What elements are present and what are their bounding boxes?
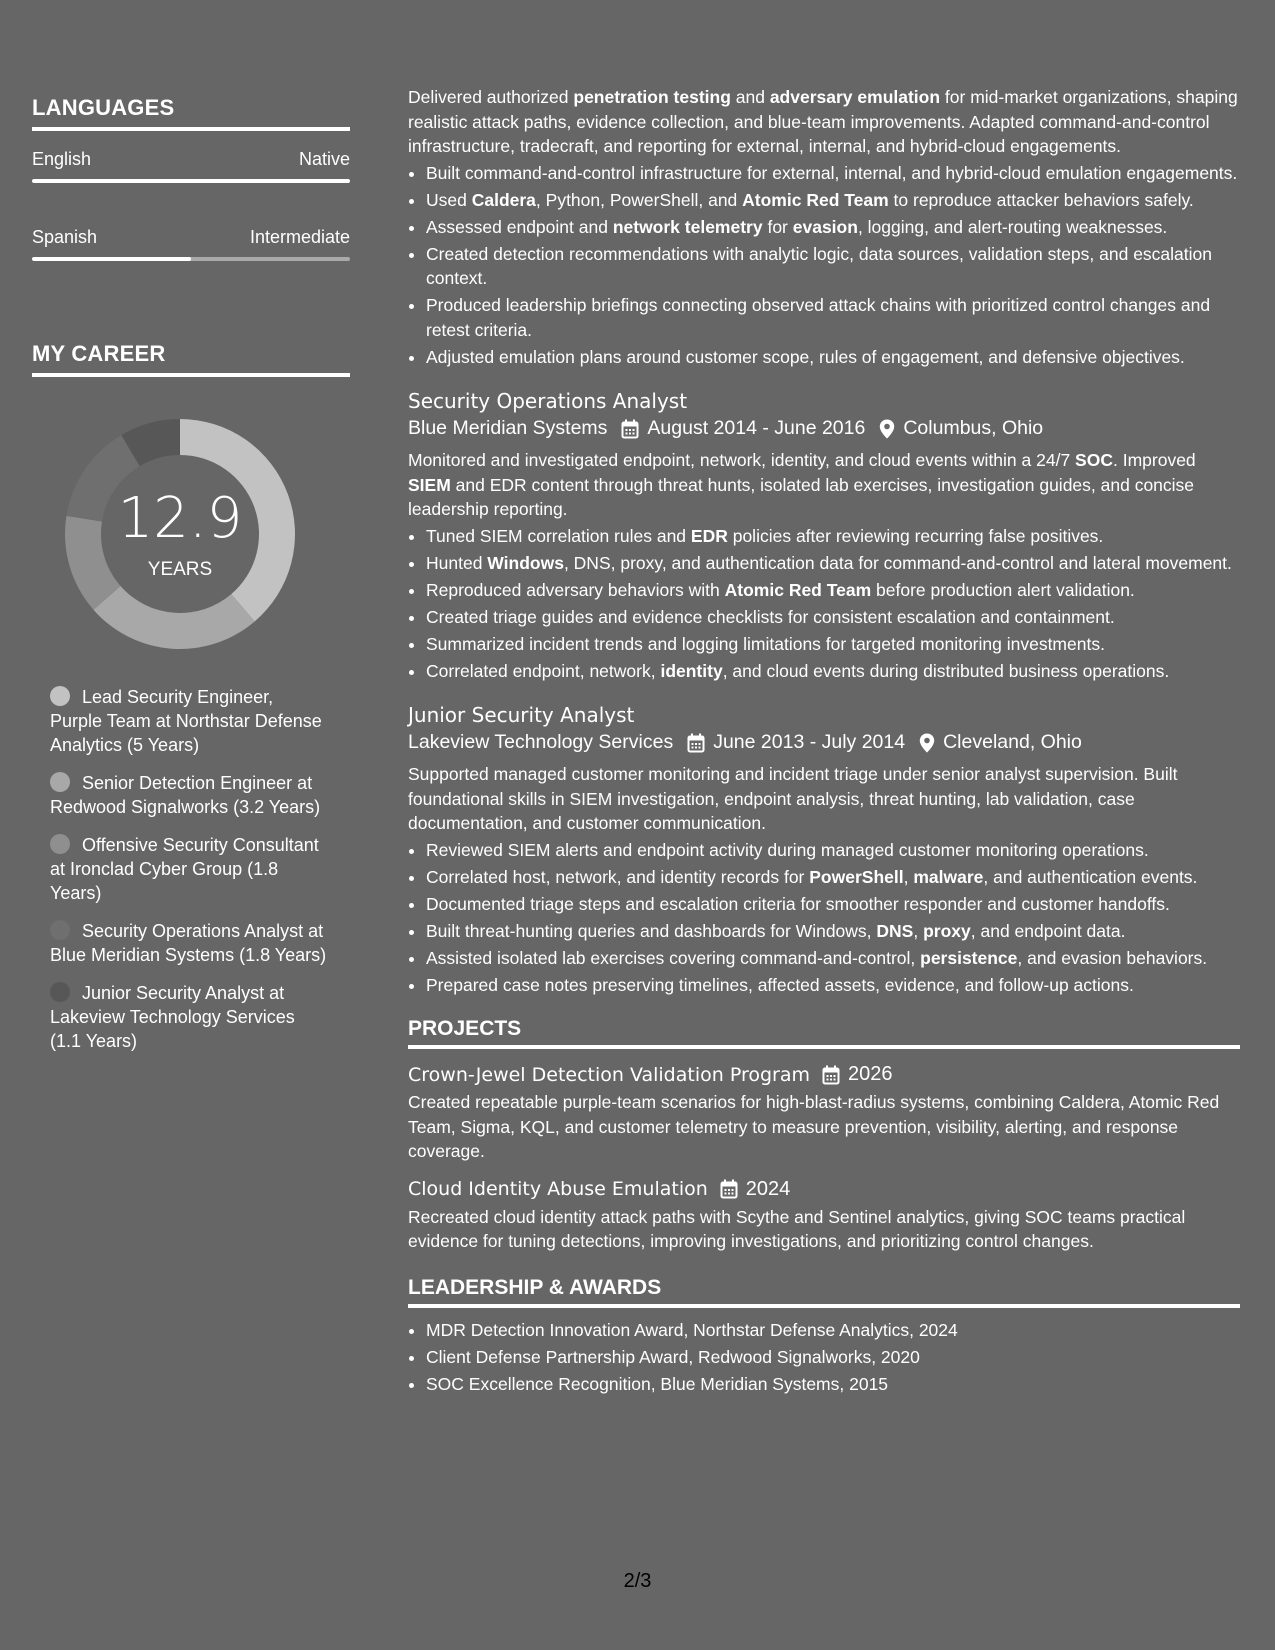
- awards-list: [408, 1318, 1240, 1397]
- job-bullets: [408, 838, 1240, 998]
- bullet-item: • Adjusted emulation plans around customer scope, rules of engagement, and defensive objectives.: [426, 345, 1240, 370]
- map-pin-icon: [879, 419, 895, 439]
- language-proficiency-bar: [32, 257, 350, 261]
- bullet-item: • Documented triage steps and escalation criteria for smoother responder and customer handoffs.: [426, 892, 1240, 917]
- language-level: Intermediate: [249, 227, 350, 247]
- career-legend-item: [50, 833, 330, 905]
- career-donut-chart: [65, 419, 295, 649]
- language-level: Native: [298, 149, 350, 169]
- project-year: 2024: [745, 1177, 791, 1200]
- calendar-icon: [720, 1179, 738, 1199]
- project-header: [408, 1178, 1240, 1201]
- job-summary: Monitored and investigated endpoint, network, identity, and cloud events within a 24/7 SOC. Improved SIEM and EDR content through threat hunts, isolated lab exercises, investigation guides, and concise leadership reporting.: [408, 450, 1196, 519]
- projects-heading: PROJECTS: [408, 1017, 1240, 1049]
- project-entry: [408, 1063, 1240, 1164]
- job-company: Blue Meridian Systems: [408, 417, 608, 439]
- legend-label: Junior Security Analyst at Lakeview Technology Services (1.1 Years): [50, 983, 295, 1051]
- language-name: English: [32, 149, 92, 169]
- language-item: [32, 149, 350, 183]
- job-entry: [408, 703, 1240, 997]
- bullet-item: • Summarized incident trends and logging limitations for targeted monitoring investments.: [426, 632, 1240, 657]
- award-item: • SOC Excellence Recognition, Blue Meridian Systems, 2015: [426, 1372, 1240, 1397]
- job-entry: [408, 389, 1240, 683]
- bullet-item: • Assisted isolated lab exercises covering command-and-control, persistence, and evasion behaviors.: [426, 946, 1240, 971]
- page-number: 2/3: [623, 1570, 652, 1592]
- bullet-item: • Correlated endpoint, network, identity, and cloud events during distributed business operations.: [426, 659, 1240, 684]
- project-description: Created repeatable purple-team scenarios for high-blast-radius systems, combining Caldera, Atomic Red Team, Sigma, KQL, and customer telemetry to measure prevention, visibility, alerting, and response coverage.: [408, 1092, 1220, 1161]
- calendar-icon: [687, 733, 705, 753]
- calendar-icon: [621, 419, 639, 439]
- main-content: [408, 85, 1240, 1399]
- project-title: Crown-Jewel Detection Validation Program: [408, 1063, 810, 1086]
- bullet-item: • Created detection recommendations with analytic logic, data sources, validation steps, and escalation context.: [426, 242, 1240, 291]
- bullet-item: • Prepared case notes preserving timelines, affected assets, evidence, and follow-up actions.: [426, 973, 1240, 998]
- legend-label: Lead Security Engineer, Purple Team at Northstar Defense Analytics (5 Years): [50, 687, 322, 755]
- awards-heading: LEADERSHIP & AWARDS: [408, 1276, 1240, 1308]
- job-company: Lakeview Technology Services: [408, 731, 674, 753]
- career-total-years: 12.9: [117, 486, 243, 551]
- bullet-item: • Tuned SIEM correlation rules and EDR policies after reviewing recurring false positives.: [426, 524, 1240, 549]
- intro-summary: Delivered authorized penetration testing and adversary emulation for mid-market organizations, shaping realistic attack paths, evidence collection, and blue-team improvements. Adapted command-and-control infrastructure, tradecraft, and reporting for external, internal, and hybrid-cloud engagements.: [408, 87, 1238, 156]
- project-title: Cloud Identity Abuse Emulation: [408, 1178, 708, 1200]
- job-title: Security Operations Analyst: [408, 389, 688, 413]
- legend-label: Senior Detection Engineer at Redwood Signalworks (3.2 Years): [50, 773, 321, 817]
- bullet-item: • Produced leadership briefings connecting observed attack chains with prioritized control changes and retest criteria.: [426, 293, 1240, 342]
- language-name: Spanish: [32, 227, 98, 247]
- project-description: Recreated cloud identity attack paths with Scythe and Sentinel analytics, giving SOC teams practical evidence for tuning detections, improving investigations, and prioritizing control changes.: [408, 1206, 1186, 1251]
- legend-swatch: [50, 772, 70, 792]
- career-legend-item: [50, 771, 330, 819]
- bullet-item: • Reproduced adversary behaviors with Atomic Red Team before production alert validation.: [426, 578, 1240, 603]
- job-summary: Supported managed customer monitoring and incident triage under senior analyst supervision. Built foundational skills in SIEM investigation, endpoint analysis, threat hunting, lab validation, case documentation, and customer communication.: [408, 764, 1178, 833]
- job-title: Junior Security Analyst: [408, 703, 635, 727]
- job-location: Columbus, Ohio: [903, 417, 1044, 439]
- job-dates: June 2013 - July 2014: [713, 731, 906, 753]
- award-item: • MDR Detection Innovation Award, Northstar Defense Analytics, 2024: [426, 1318, 1240, 1343]
- bullet-item: • Correlated host, network, and identity records for PowerShell, malware, and authentication events.: [426, 865, 1240, 890]
- career-heading: MY CAREER: [32, 341, 350, 377]
- job-meta: [408, 731, 1240, 754]
- job-dates: August 2014 - June 2016: [647, 417, 866, 439]
- intro-bullets: [408, 161, 1240, 370]
- project-entry: [408, 1178, 1240, 1254]
- bullet-item: • Reviewed SIEM alerts and endpoint activity during managed customer monitoring operations.: [426, 838, 1240, 863]
- legend-swatch: [50, 834, 70, 854]
- bullet-item: • Built threat-hunting queries and dashboards for Windows, DNS, proxy, and endpoint data.: [426, 919, 1240, 944]
- job-location: Cleveland, Ohio: [943, 731, 1082, 753]
- language-proficiency-fill: [32, 179, 350, 183]
- legend-swatch: [50, 920, 70, 940]
- job-meta: [408, 417, 1240, 440]
- career-legend-item: [50, 685, 330, 757]
- language-item: [32, 227, 350, 261]
- bullet-item: • Created triage guides and evidence checklists for consistent escalation and containment.: [426, 605, 1240, 630]
- calendar-icon: [822, 1065, 840, 1085]
- job-bullets: [408, 524, 1240, 684]
- career-legend: [50, 685, 330, 1053]
- legend-swatch: [50, 982, 70, 1002]
- donut-segment: [93, 586, 254, 649]
- career-years-unit: YEARS: [147, 559, 213, 580]
- sidebar: [32, 95, 350, 1067]
- bullet-item: • Built command-and-control infrastructure for external, internal, and hybrid-cloud emulation engagements.: [426, 161, 1240, 186]
- language-proficiency-bar: [32, 179, 350, 183]
- career-legend-item: [50, 981, 330, 1053]
- bullet-item: • Used Caldera, Python, PowerShell, and Atomic Red Team to reproduce attacker behaviors safely.: [426, 188, 1240, 213]
- project-year: 2026: [848, 1063, 893, 1085]
- legend-swatch: [50, 686, 70, 706]
- career-legend-item: [50, 919, 330, 967]
- language-proficiency-fill: [32, 257, 191, 261]
- bullet-item: • Hunted Windows, DNS, proxy, and authentication data for command-and-control and lateral movement.: [426, 551, 1240, 576]
- project-header: [408, 1063, 1240, 1086]
- award-item: • Client Defense Partnership Award, Redwood Signalworks, 2020: [426, 1345, 1240, 1370]
- map-pin-icon: [919, 733, 935, 753]
- legend-label: Offensive Security Consultant at Ironclad Cyber Group (1.8 Years): [50, 835, 319, 903]
- bullet-item: • Assessed endpoint and network telemetry for evasion, logging, and alert-routing weaknesses.: [426, 215, 1240, 240]
- languages-heading: LANGUAGES: [32, 95, 350, 131]
- legend-label: Security Operations Analyst at Blue Meridian Systems (1.8 Years): [50, 921, 327, 965]
